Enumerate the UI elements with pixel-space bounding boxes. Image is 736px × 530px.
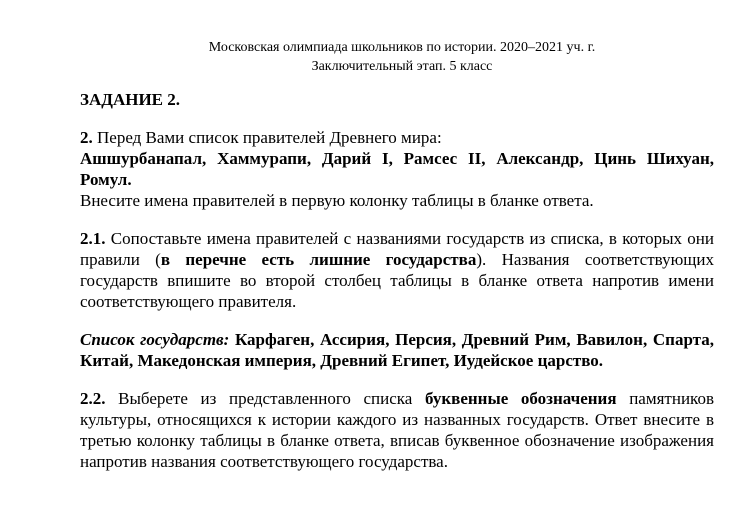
rulers-list bbox=[80, 148, 714, 190]
question-2-1-number: 2.1. bbox=[80, 229, 106, 248]
rulers-list-text: Ашшурбанапал, Хаммурапи, Дарий I, Рамсес II, Александр, Цинь Шихуан, Ромул. bbox=[80, 149, 714, 189]
header-stage-line: Заключительный этап. 5 класс bbox=[311, 59, 493, 74]
document-header bbox=[90, 38, 714, 76]
states-list-label: Список государств: bbox=[80, 330, 230, 349]
question-2-number: 2. bbox=[80, 128, 93, 147]
question-2-1-text-a: Сопоставьте имена правителей с названиями государств из списка, в которых они правили ( bbox=[80, 229, 714, 269]
question-2-2 bbox=[80, 388, 714, 472]
question-2-instruction: Внесите имена правителей в первую колонку таблицы в бланке ответа. bbox=[80, 191, 594, 210]
question-2-1-emphasis: в перечне есть лишние государства bbox=[160, 250, 477, 269]
question-2-2-text-a: Выберете из представленного списка bbox=[105, 389, 425, 408]
question-2-intro bbox=[80, 127, 714, 148]
question-2-intro-text: Перед Вами список правителей Древнего мира: bbox=[92, 128, 442, 147]
question-2-2-number: 2.2. bbox=[80, 389, 106, 408]
question-2-2-text-b: памятников культуры, относящихся к истории каждого из названных государств. Ответ внесите в третью колонку таблицы в бланке ответа, вписав буквенное обозначение изображения напротив названия соответствующего государства. bbox=[80, 389, 714, 471]
question-2-2-emphasis: буквенные обозначения bbox=[424, 389, 617, 408]
question-2-1-text-b: ). Названия соответствующих государств впишите во второй столбец таблицы в бланке ответа напротив имени соответствующего правителя. bbox=[80, 250, 714, 311]
states-list-text: Карфаген, Ассирия, Персия, Древний Рим, Вавилон, Спарта, Китай, Македонская империя, Древний Египет, Иудейское царство. bbox=[80, 330, 714, 370]
task-title: ЗАДАНИЕ 2. bbox=[80, 90, 181, 109]
document-page bbox=[80, 38, 714, 472]
header-olympiad-line: Московская олимпиада школьников по истории. 2020–2021 уч. г. bbox=[208, 40, 596, 55]
question-2-1 bbox=[80, 228, 714, 312]
states-list bbox=[80, 329, 714, 371]
